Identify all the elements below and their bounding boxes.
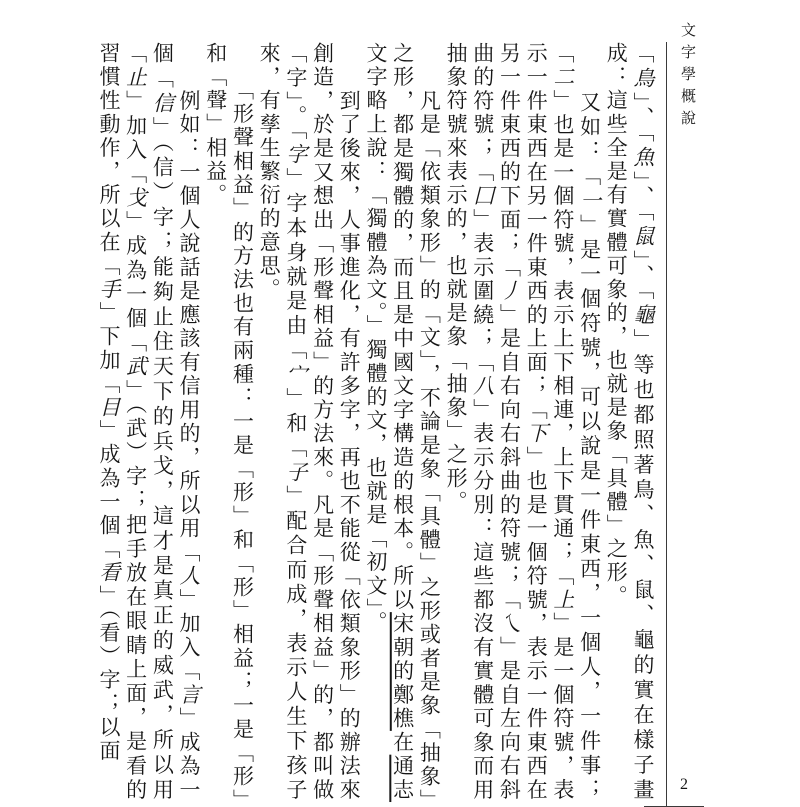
- text-run: 」也是一個符號，表示一件東西在另一件東西的下面；「: [497, 42, 549, 803]
- text-run: 到了後來，人事進化，有許多字，再也不能從「依類象形」的辦法來創造，於是又想出「形聲相益」的方法來。凡是「形聲相益」的，都叫做「字」。「: [283, 42, 362, 802]
- text-run: 例如：一個人說話是應該有信用的，所以用「: [177, 42, 202, 565]
- body-text: [70, 42, 656, 802]
- text-run: 」下加「: [96, 301, 121, 397]
- seal-glyph: 宀: [283, 363, 308, 388]
- seal-glyph: 下: [524, 422, 549, 446]
- text-run: 」表示圍繞；「: [470, 208, 495, 375]
- seal-glyph: 言: [177, 683, 202, 708]
- seal-glyph: 目: [96, 396, 121, 420]
- text-run: 」表示分別：這些都沒有實體可象而用抽象符號來表示的，也就是象「抽象」之形。: [444, 42, 495, 803]
- text-run: 」、「: [631, 91, 655, 146]
- text-run: 」也是一個符號，表示上下相連，上下貫通；「: [550, 89, 575, 589]
- text-run: 」（看）字；以面: [96, 584, 121, 764]
- text-run: 」、「: [631, 170, 655, 225]
- text-run: 凡是「依類象形」的「文」，不論是象「具體」之形或者是象「抽象」之形，都是獨體的，而且是中國文字構造的根本。所以: [390, 42, 442, 802]
- paragraph-two-methods: [202, 42, 255, 802]
- text-run: 」等也都照著鳥、魚、鼠、龜的實在樣子畫成：這些全是有實體可象的，也就是象「具體」之形。: [604, 42, 655, 802]
- proper-name: 通志: [390, 754, 415, 803]
- text-run: 」（武）字；把手放在眼睛上面，是看的習慣性動作，所以在「: [96, 42, 148, 802]
- seal-glyph: 鳥: [631, 66, 655, 92]
- seal-glyph: 囗: [470, 184, 495, 209]
- text-run: 」是自右向右斜曲的符號；「: [497, 303, 522, 613]
- text-run: 」和「: [283, 387, 308, 461]
- seal-glyph: 龜: [631, 303, 655, 329]
- seal-glyph: 鼠: [631, 224, 655, 250]
- seal-glyph: 字: [283, 143, 308, 168]
- text-run: 」字本身就是由「: [283, 167, 308, 364]
- seal-glyph: 看: [96, 561, 121, 585]
- margin-rule: [666, 42, 667, 806]
- text-run: 在: [390, 730, 415, 755]
- seal-glyph: 一: [577, 189, 602, 214]
- seal-glyph: 子: [283, 460, 308, 486]
- text-run: 」加入「: [177, 588, 202, 684]
- seal-glyph: 乀: [497, 612, 522, 636]
- text-run: 」加入「: [123, 90, 148, 187]
- text-run: 」成為一個「: [123, 210, 148, 356]
- seal-glyph: 武: [123, 355, 148, 380]
- text-run: 「形聲相益」的方法也有兩種：一是「形」和「形」相益；一是「形」和「聲」相益。: [203, 42, 255, 802]
- text-run: 」、「: [631, 249, 655, 304]
- text-run: 」成為一個「: [150, 42, 202, 803]
- seal-glyph: 戈: [123, 186, 148, 211]
- paragraph-xing-sheng-xiang-yi: [255, 42, 362, 802]
- paragraph-abstract-symbols: [442, 42, 602, 802]
- seal-glyph: 止: [123, 66, 148, 91]
- seal-glyph: 信: [150, 91, 175, 117]
- paragraph-seal-examples: [603, 42, 656, 802]
- text-run: 文字略上說：「獨體為文。」獨體的文，也就是「初文」。: [363, 42, 388, 635]
- paragraph-examples: [95, 42, 202, 802]
- text-run: 」是一個符號，表示一件東西在另一件東西的上面；「: [524, 42, 575, 802]
- paragraph-chu-wen: [362, 42, 442, 802]
- text-run: 」是一個符號，可以說是一件東西，一個人，一件事；「: [550, 42, 602, 802]
- text-run: 」成為一個「: [96, 419, 121, 562]
- seal-glyph: 魚: [631, 145, 655, 171]
- seal-glyph: 手: [96, 278, 121, 302]
- seal-glyph: 二: [550, 65, 575, 90]
- text-run: 」配合而成，表示人生下孩子來，有孳生繁衍的意思。: [257, 42, 308, 802]
- page-number: 2: [680, 776, 688, 793]
- text-run: 」（信）字；能夠止住天下的兵戈，這才是真正的威武，所以用「: [123, 42, 175, 802]
- proper-name: 宋朝的鄭樵: [390, 612, 415, 731]
- text-run: 」是自左向右斜曲的符號；「: [470, 42, 522, 803]
- text-run: 又如：「: [577, 42, 602, 190]
- text-run: 「: [631, 42, 655, 67]
- seal-glyph: 人: [177, 564, 202, 589]
- seal-glyph: 丿: [497, 279, 522, 304]
- seal-glyph: 八: [470, 374, 495, 399]
- running-title: 文字學概說: [679, 22, 697, 132]
- seal-glyph: 上: [550, 588, 575, 613]
